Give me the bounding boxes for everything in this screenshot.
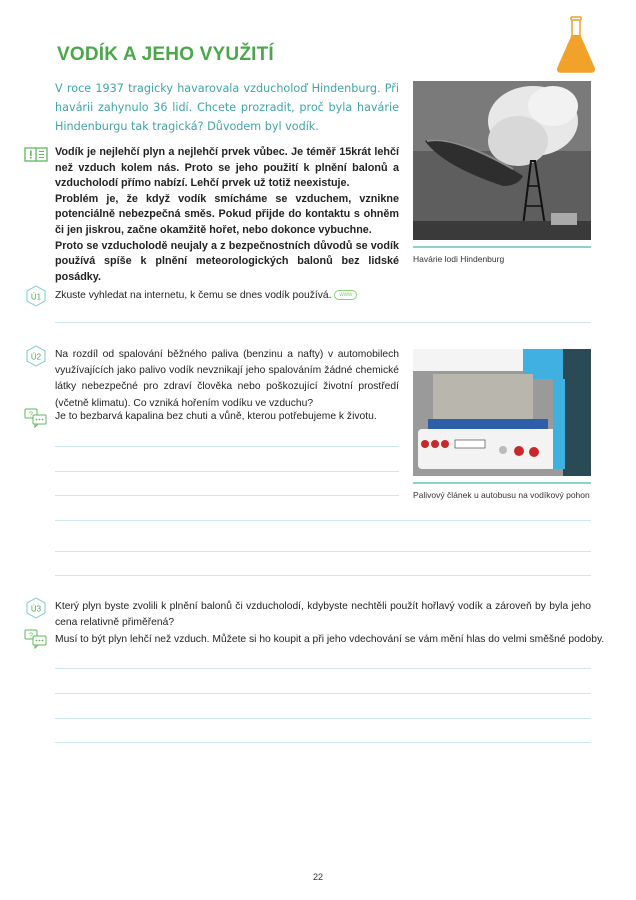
task-badge-label: Ú2 <box>30 352 42 362</box>
book-exclamation-icon <box>24 147 48 162</box>
svg-text:?: ? <box>29 632 33 640</box>
fuel-cell-bus-photo <box>413 349 591 476</box>
hint-speech-bubbles-icon <box>24 629 48 649</box>
answer-line[interactable] <box>55 446 399 447</box>
task-badge-label: Ú3 <box>30 604 42 614</box>
intro-paragraph: V roce 1937 tragicky havarovala vzducholoď Hindenburg. Při havárii zahynulo 36 lidí. Chcete prozradit, proč byla havárie Hindenburgu tak tragická? Důvodem byl vodík. <box>55 82 399 133</box>
task-badge-1 <box>25 285 47 312</box>
answer-line[interactable] <box>55 718 591 719</box>
task-1-text <box>55 288 575 304</box>
answer-line[interactable] <box>55 668 591 669</box>
flask-icon <box>556 16 596 74</box>
task-badge-2 <box>25 345 47 372</box>
hexagon-badge-icon <box>25 597 47 619</box>
answer-line[interactable] <box>55 520 591 521</box>
caption-divider <box>413 482 591 484</box>
answer-line[interactable] <box>55 495 399 496</box>
answer-line[interactable] <box>55 322 591 323</box>
svg-text:?: ? <box>29 411 33 419</box>
info-box <box>55 145 399 285</box>
task-badge-label: Ú1 <box>30 292 42 302</box>
hexagon-badge-icon <box>25 345 47 367</box>
task-2-text: Na rozdíl od spalování běžného paliva (benzinu a nafty) v automobilech využívajících jako palivo vodík nevznikají jeho spalováním žádné chemické látky nebezpečné pro zdraví člověka nebo poškozující životní prostředí (včetně klimatu). Co vzniká hořením vodíku ve vzduchu? <box>55 349 399 409</box>
www-icon[interactable]: www <box>334 290 357 300</box>
answer-line[interactable] <box>55 693 591 694</box>
hexagon-badge-icon <box>25 285 47 307</box>
task-3-text: Který plyn byste zvolili k plnění balonů či vzducholodí, kdybyste nechtěli použít hořlavý vodík a zároveň by byla jeho cena relativně přiměřená? <box>55 601 591 629</box>
answer-line[interactable] <box>55 575 591 576</box>
task-question: Zkuste vyhledat na internetu, k čemu se dnes vodík používá. <box>55 290 332 301</box>
hindenburg-illustration <box>413 81 591 240</box>
page-title: VODÍK A JEHO VYUŽITÍ <box>57 44 274 65</box>
answer-line[interactable] <box>55 742 591 743</box>
info-paragraph: Vodík je nejlehčí plyn a nejlehčí prvek vůbec. Je téměř 15krát lehčí než vzduch kolem nás. Proto se jeho použití k plnění balonů a vzducholodí přímo nabízí. Lehčí prvek už totiž neexistuje. <box>55 146 399 190</box>
task-badge-3 <box>25 597 47 624</box>
info-paragraph: Problém je, že když vodík smícháme se vzduchem, vznikne potenciálně nebezpečná směs. Pokud přijde do kontaktu s ohněm či jen jiskrou, začne okamžitě hořet, nebo dokonce vybuchne. <box>55 192 399 236</box>
info-paragraph: Proto se vzducholodě neujaly a z bezpečnostních důvodů se vodík používá spíše k plnění meteorologických balonů bez lidské posádky. <box>55 239 399 283</box>
figure-caption: Palivový článek u autobusu na vodíkový pohon <box>413 490 590 500</box>
task-2-hint: Je to bezbarvá kapalina bez chuti a vůně, kterou potřebujeme k životu. <box>55 411 377 422</box>
answer-line[interactable] <box>55 551 591 552</box>
hindenburg-photo <box>413 81 591 240</box>
page-number: 22 <box>312 872 323 882</box>
figure-caption: Havárie lodi Hindenburg <box>413 254 505 264</box>
caption-divider <box>413 246 591 248</box>
bus-illustration <box>413 349 591 476</box>
task-3-hint: Musí to být plyn lehčí než vzduch. Můžete si ho koupit a při jeho vdechování se vám mění hlas do velmi směšné podoby. <box>55 634 605 645</box>
answer-line[interactable] <box>55 471 399 472</box>
hint-speech-bubbles-icon <box>24 408 48 428</box>
